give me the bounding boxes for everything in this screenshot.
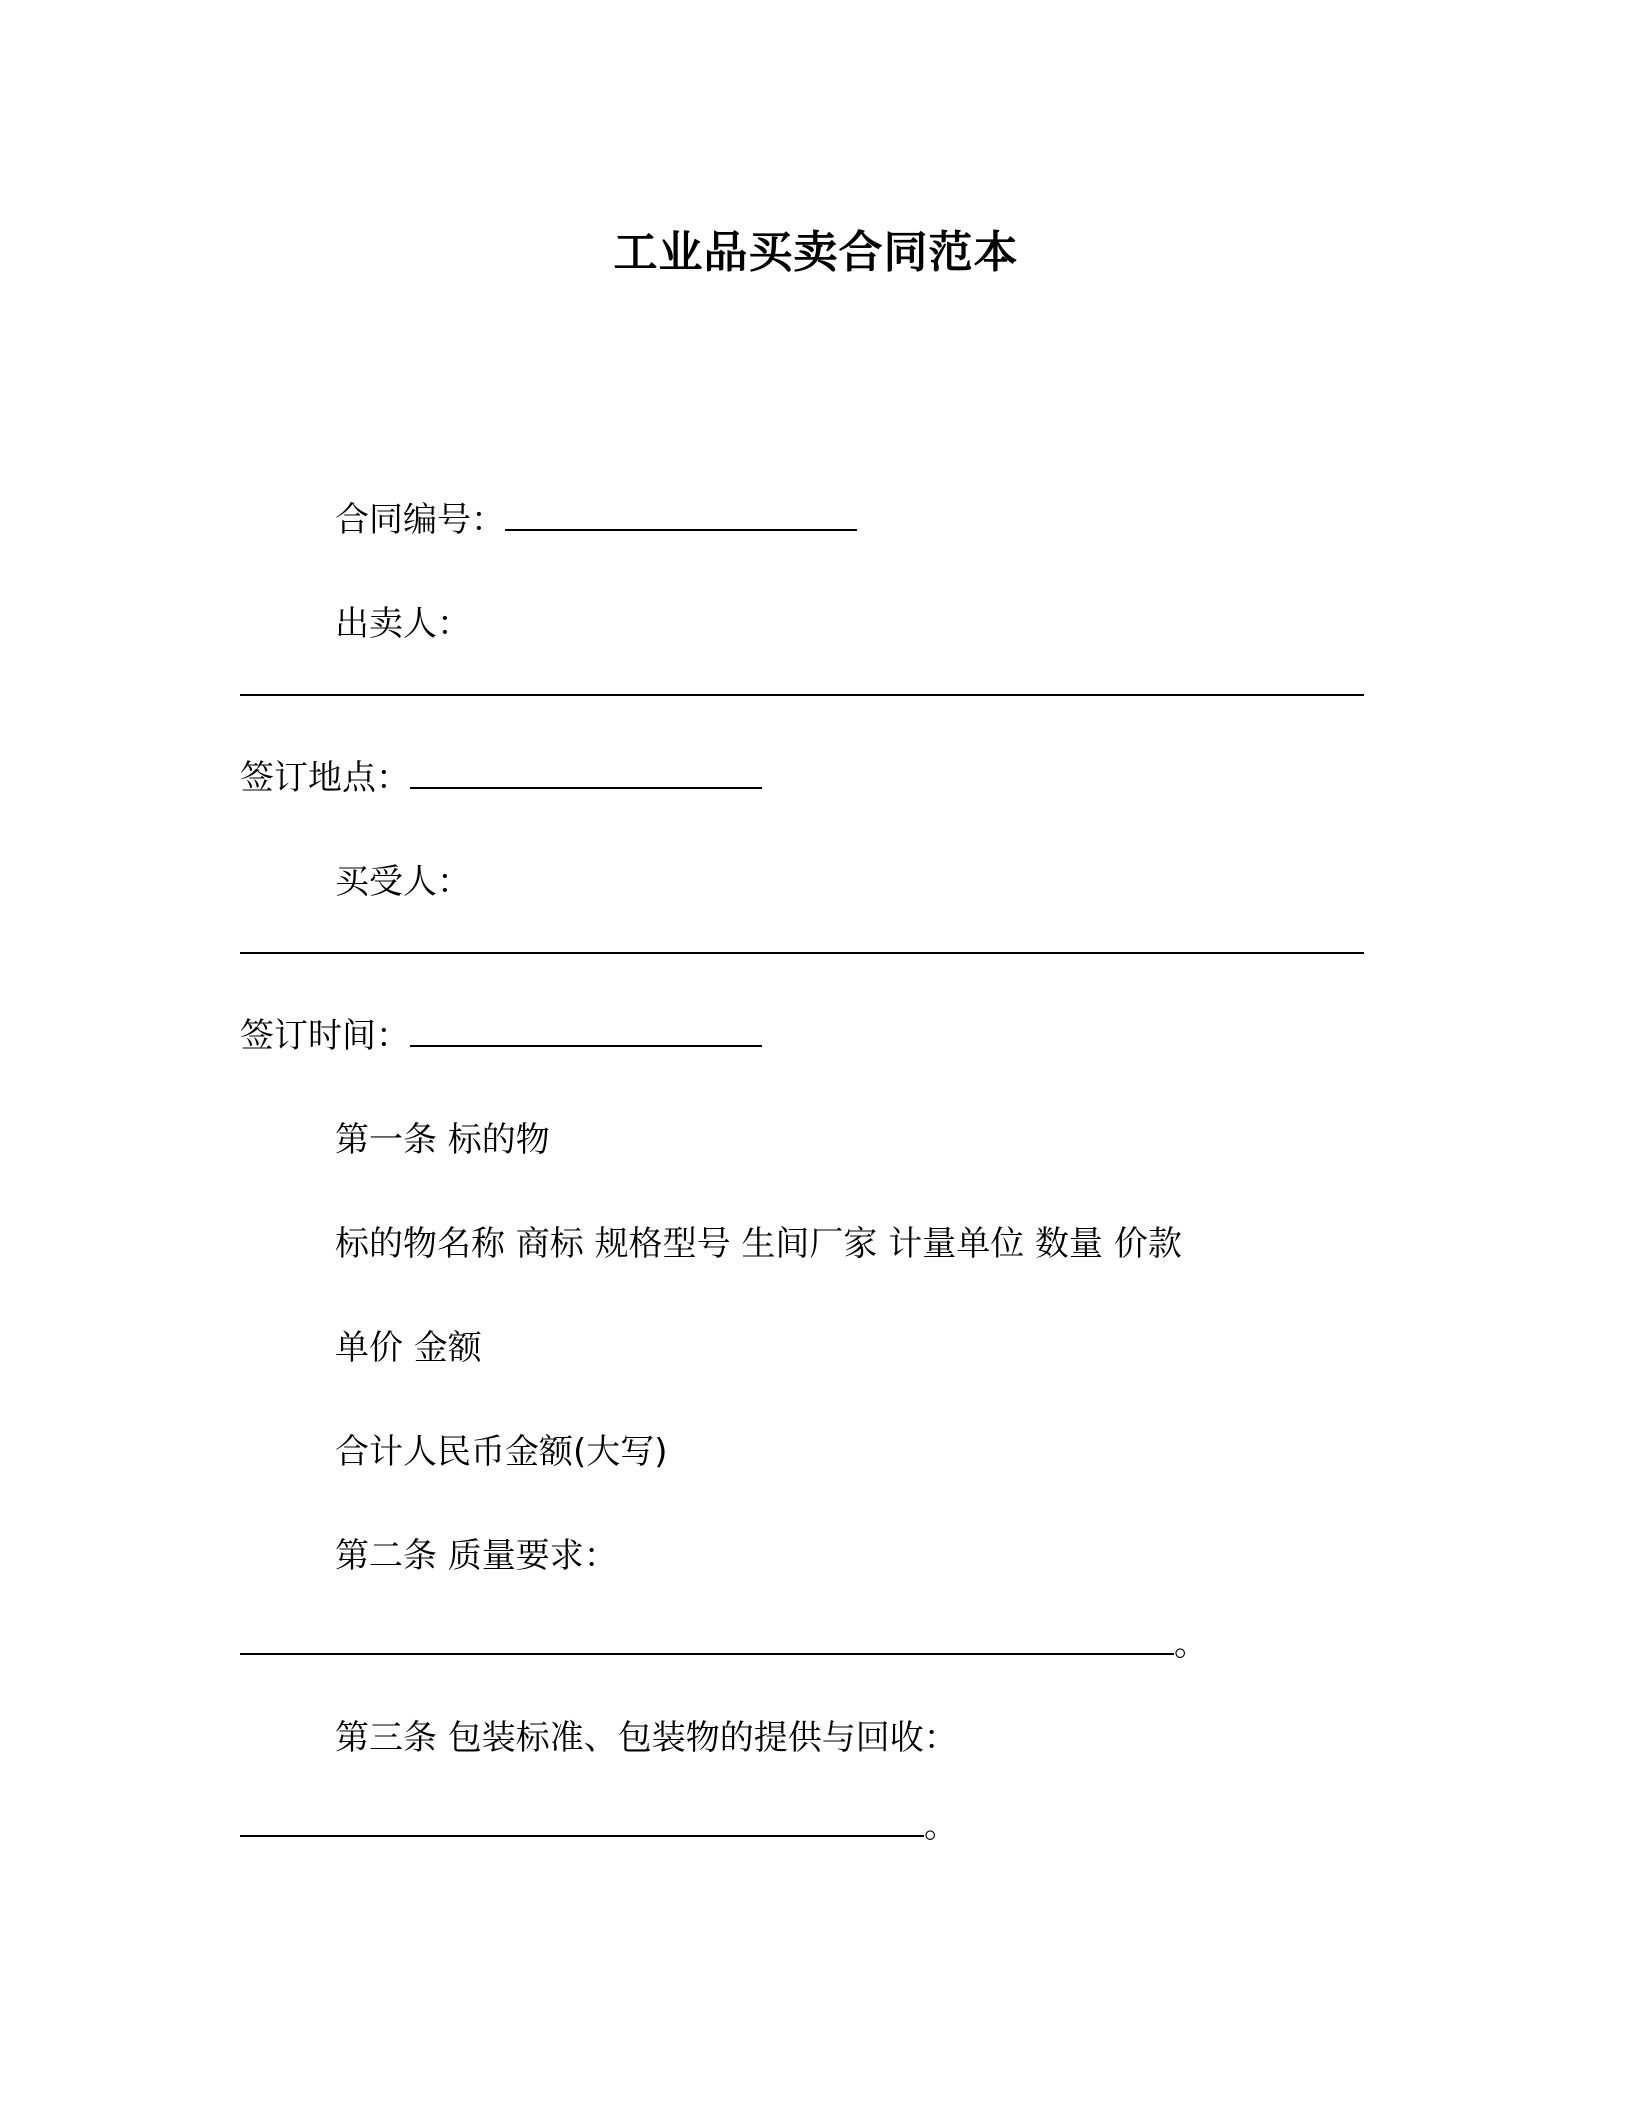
sign-place-blank[interactable] [410,757,762,789]
seller-row [335,602,471,646]
total-amount-label: 合计人民币金额(大写) [335,1432,668,1472]
sign-time-blank[interactable] [410,1015,762,1047]
buyer-row [335,860,471,904]
buyer-blank[interactable] [240,952,1364,954]
sign-place-label: 签订地点： [240,758,410,798]
document-title: 工业品买卖合同范本 [613,227,1019,278]
article-1-columns-2: 单价 金额 [335,1328,482,1368]
article-2-blank[interactable] [240,1623,1174,1655]
article-3-heading: 第三条 包装标准、包装物的提供与回收： [335,1718,958,1758]
article-3-fill-row [240,1804,958,1848]
contract-number-row [335,498,857,542]
seller-blank[interactable] [240,694,1364,696]
sign-time-row [240,1014,762,1058]
article-1-columns: 标的物名称 商标 规格型号 生间厂家 计量单位 数量 价款 [335,1224,1182,1264]
article-1-heading: 第一条 标的物 [335,1120,550,1160]
article-3-period: 。 [924,1806,958,1846]
article-2-fill-row [240,1622,1208,1666]
article-3-blank[interactable] [240,1805,924,1837]
sign-place-row [240,756,762,800]
sign-time-label: 签订时间： [240,1016,410,1056]
seller-label: 出卖人： [335,604,471,644]
article-2-period: 。 [1174,1624,1208,1664]
buyer-label: 买受人： [335,862,471,902]
contract-number-blank[interactable] [505,499,857,531]
article-2-heading: 第二条 质量要求： [335,1536,618,1576]
contract-number-label: 合同编号： [335,500,505,540]
